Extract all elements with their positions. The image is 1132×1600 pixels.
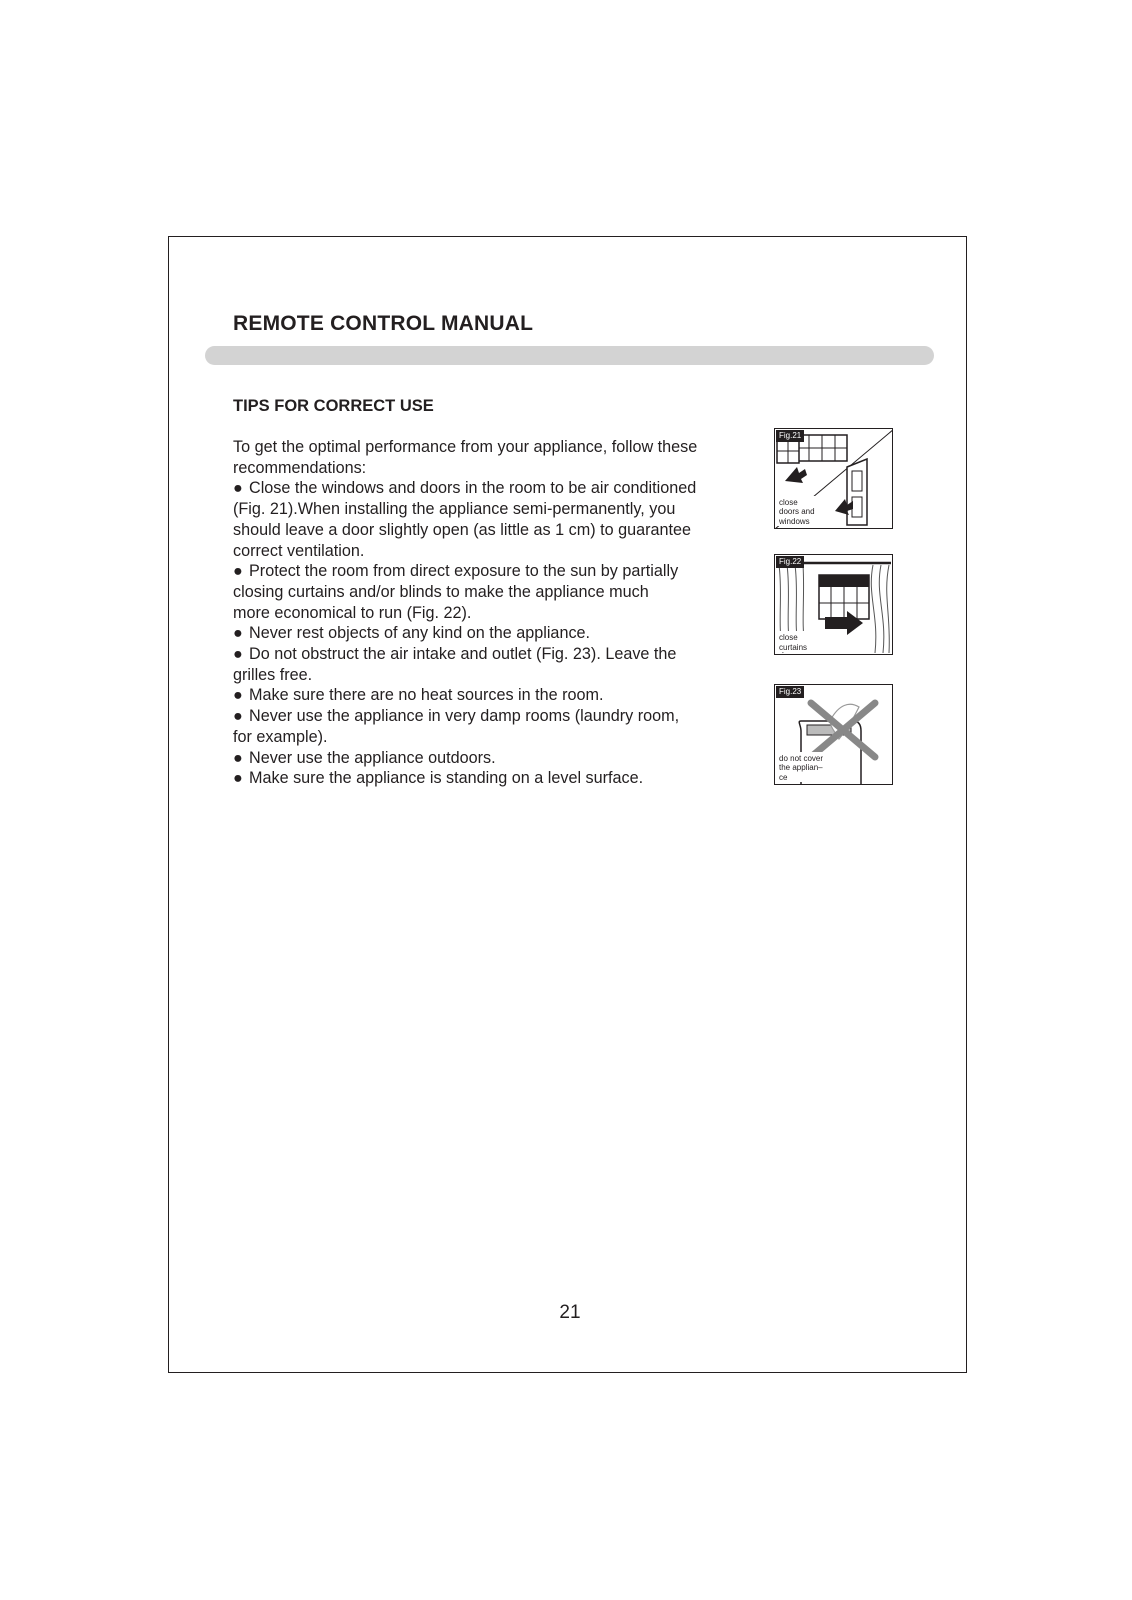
- intro-line: recommendations:: [233, 458, 367, 477]
- page-title: REMOTE CONTROL MANUAL: [233, 312, 534, 335]
- bullet-item: [233, 748, 733, 769]
- bullet-icon: ●: [233, 769, 243, 788]
- bullet-continuation: correct ventilation.: [233, 541, 365, 560]
- bullet-icon: ●: [233, 479, 243, 498]
- figure-caption-line: do not cover: [779, 753, 824, 763]
- figure-23: [774, 684, 893, 785]
- bullet-item: [233, 623, 733, 644]
- bullet-text: Do not obstruct the air intake and outlet (Fig. 23). Leave the: [249, 645, 677, 664]
- bullet-icon: ●: [233, 645, 243, 664]
- bullet-icon: ●: [233, 686, 243, 705]
- bullet-text: Make sure there are no heat sources in the room.: [249, 686, 604, 705]
- bullet-text: Never use the appliance outdoors.: [249, 748, 496, 767]
- page-number: 21: [559, 1302, 581, 1323]
- bullet-icon: ●: [233, 707, 243, 726]
- figure-caption: [776, 752, 826, 783]
- bullet-text: Close the windows and doors in the room to be air conditioned: [249, 479, 697, 498]
- figure-caption: [776, 631, 810, 652]
- bullet-continuation: more economical to run (Fig. 22).: [233, 603, 472, 622]
- bullet-continuation: closing curtains and/or blinds to make the appliance much: [233, 582, 649, 601]
- figure-caption-line: the applian–: [779, 763, 823, 772]
- bullet-item: [233, 478, 733, 499]
- bullet-icon: ●: [233, 748, 243, 767]
- bullet-item: [233, 644, 733, 665]
- bullet-text: Make sure the appliance is standing on a level surface.: [249, 769, 644, 788]
- bullet-text: Protect the room from direct exposure to the sun by partially: [249, 562, 679, 581]
- figure-tag: Fig.21: [776, 430, 804, 442]
- section-title: TIPS FOR CORRECT USE: [233, 397, 434, 415]
- bullet-item: [233, 768, 733, 789]
- bullet-continuation: should leave a door slightly open (as little as 1 cm) to guarantee: [233, 520, 692, 539]
- figure-22: [774, 554, 893, 655]
- bullet-continuation: for example).: [233, 727, 328, 746]
- figure-21: [774, 428, 893, 529]
- figure-caption-line: ce: [779, 772, 788, 782]
- bullet-item: [233, 685, 733, 706]
- intro-line: To get the optimal performance from your appliance, follow these: [233, 438, 698, 456]
- section-body: [233, 437, 733, 789]
- figure-tag: Fig.23: [776, 686, 804, 698]
- title-divider-bar: [205, 346, 934, 365]
- figure-caption-line: close: [779, 497, 798, 507]
- figure-caption-line: doors and: [779, 507, 815, 516]
- bullet-item: [233, 706, 733, 727]
- figure-caption: [776, 496, 818, 527]
- bullet-item: [233, 561, 733, 582]
- bullet-continuation: (Fig. 21).When installing the appliance semi-permanently, you: [233, 500, 676, 519]
- figure-caption-line: close: [779, 633, 798, 642]
- bullet-icon: ●: [233, 624, 243, 643]
- bullet-text: Never use the appliance in very damp rooms (laundry room,: [249, 707, 680, 726]
- bullet-icon: ●: [233, 562, 243, 581]
- figure-caption-line: windows: [779, 516, 810, 526]
- bullet-continuation: grilles free.: [233, 665, 313, 684]
- figure-caption-line: curtains: [779, 642, 808, 652]
- bullet-text: Never rest objects of any kind on the appliance.: [249, 624, 591, 643]
- figure-tag: Fig.22: [776, 556, 804, 568]
